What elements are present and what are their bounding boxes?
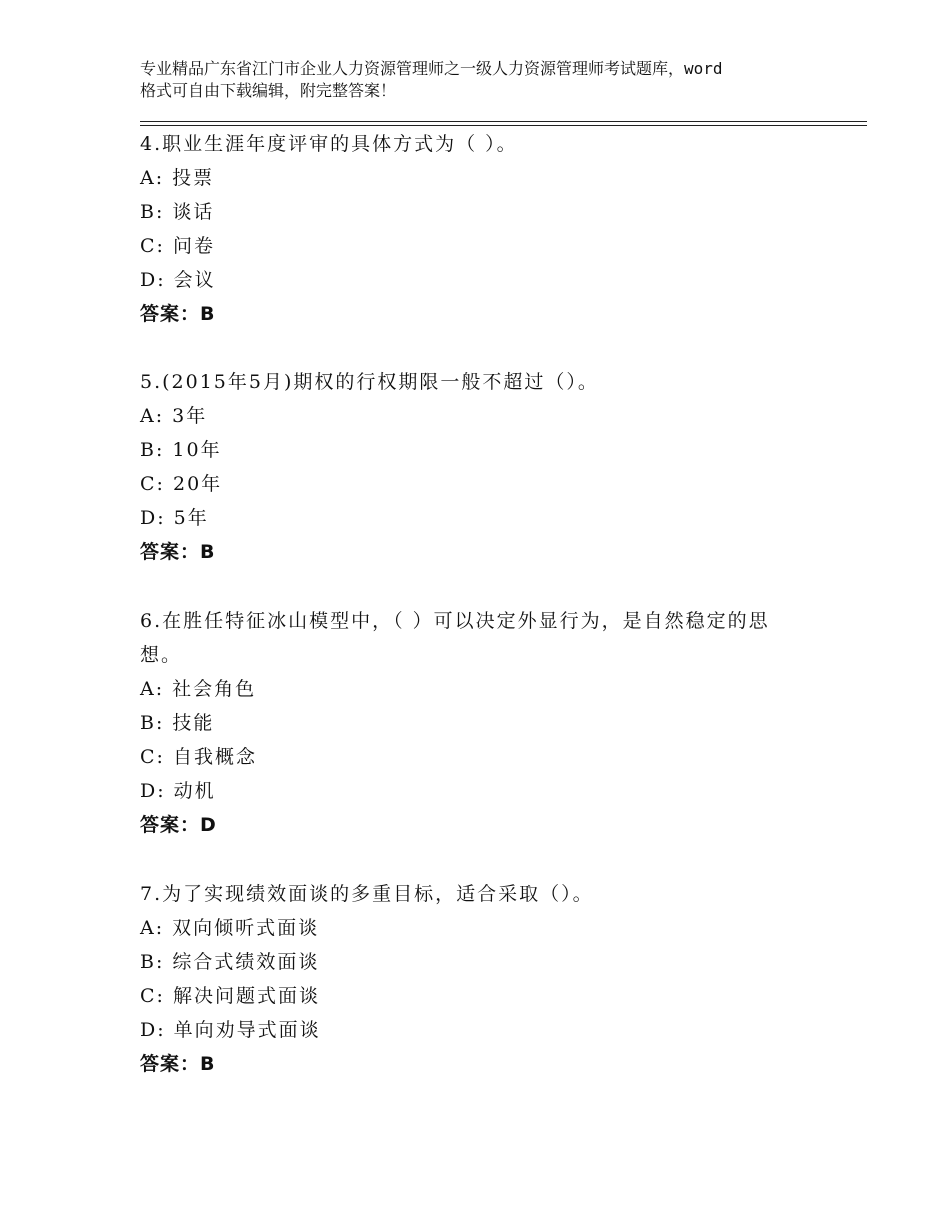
header-line-1: 专业精品广东省江门市企业人力资源管理师之一级人力资源管理师考试题库，word bbox=[140, 59, 723, 78]
question-stem: 7.为了实现绩效面谈的多重目标，适合采取（）。 bbox=[140, 883, 594, 905]
question-stem: 6.在胜任特征冰山模型中，（ ）可以决定外显行为，是自然稳定的思想。 bbox=[140, 610, 770, 666]
answer-label: 答案：D bbox=[140, 814, 217, 836]
question-block-6 bbox=[140, 604, 805, 842]
option-b: B: 谈话 bbox=[140, 201, 215, 223]
option-d: D: 单向劝导式面谈 bbox=[140, 1019, 321, 1041]
answer-label: 答案：B bbox=[140, 541, 216, 563]
option-c: C: 解决问题式面谈 bbox=[140, 985, 320, 1007]
option-c: C: 自我概念 bbox=[140, 746, 257, 768]
option-a: A: 投票 bbox=[140, 167, 215, 189]
option-a: A: 社会角色 bbox=[140, 678, 257, 700]
option-d: D: 会议 bbox=[140, 269, 216, 291]
header-divider-top bbox=[140, 121, 867, 122]
header-line-2: 格式可自由下载编辑，附完整答案！ bbox=[140, 81, 397, 100]
option-c: C: 问卷 bbox=[140, 235, 215, 257]
header-divider-bottom bbox=[140, 125, 867, 126]
option-c: C: 20年 bbox=[140, 473, 223, 495]
option-d: D: 5年 bbox=[140, 507, 209, 529]
option-d: D: 动机 bbox=[140, 780, 216, 802]
option-b: B: 技能 bbox=[140, 712, 215, 734]
question-stem: 5.(2015年5月)期权的行权期限一般不超过（）。 bbox=[140, 371, 599, 393]
option-a: A: 双向倾听式面谈 bbox=[140, 917, 320, 939]
answer-label: 答案：B bbox=[140, 1053, 216, 1075]
document-header bbox=[140, 58, 830, 102]
question-block-4 bbox=[140, 127, 830, 331]
option-b: B: 10年 bbox=[140, 439, 222, 461]
question-stem: 4.职业生涯年度评审的具体方式为（ ）。 bbox=[140, 133, 518, 155]
question-block-5 bbox=[140, 365, 830, 569]
question-block-7 bbox=[140, 877, 830, 1081]
answer-label: 答案：B bbox=[140, 303, 216, 325]
option-b: B: 综合式绩效面谈 bbox=[140, 951, 320, 973]
option-a: A: 3年 bbox=[140, 405, 208, 427]
